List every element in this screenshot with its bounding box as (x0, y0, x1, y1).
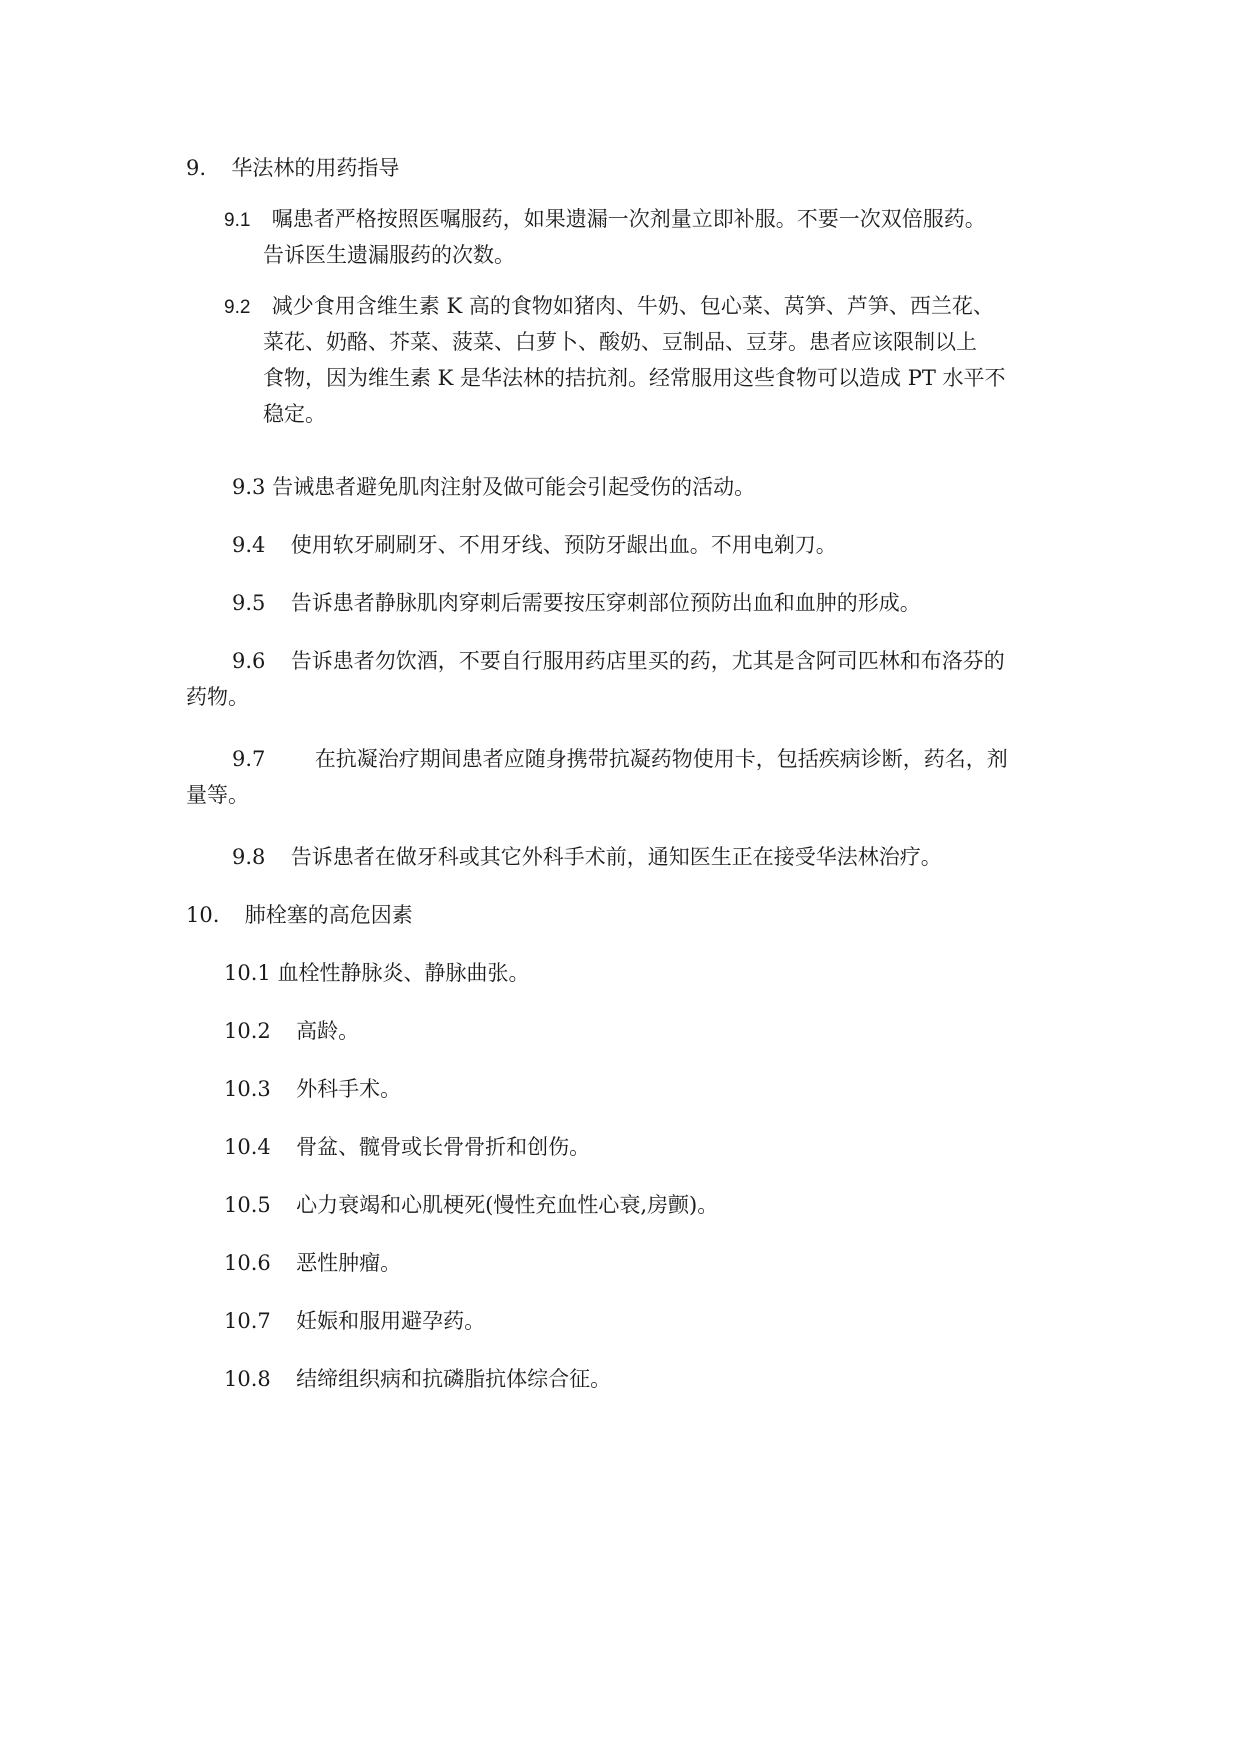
item-10-6 (224, 1245, 401, 1281)
item-9-2 (224, 288, 994, 326)
item-10-8-number: 10.8 (224, 1367, 271, 1391)
item-10-4 (224, 1129, 590, 1165)
item-9-1-line-1: 嘱患者严格按照医嘱服药，如果遗漏一次剂量立即补服。不要一次双倍服药。 (271, 207, 986, 231)
item-9-6 (232, 643, 1005, 679)
item-10-8 (224, 1361, 611, 1397)
item-9-2-line-3: 食物，因为维生素 K 是华法林的拮抗剂。经常服用这些食物可以造成 PT 水平不 (263, 366, 1006, 390)
section-9-heading (186, 150, 399, 186)
item-9-6-line-1: 告诉患者勿饮酒，不要自行服用药店里买的药，尤其是含阿司匹林和布洛芬的 (290, 649, 1005, 673)
item-9-6-line-2: 药物。 (186, 685, 249, 709)
item-9-8-text: 告诉患者在做牙科或其它外科手术前，通知医生正在接受华法林治疗。 (290, 845, 942, 869)
item-9-8-number: 9.8 (232, 845, 266, 869)
item-9-4 (232, 527, 837, 563)
item-10-5-text: 心力衰竭和心肌梗死(慢性充血性心衰,房颤)。 (296, 1193, 719, 1217)
item-9-7-line-1: 在抗凝治疗期间患者应随身携带抗凝药物使用卡，包括疾病诊断，药名，剂 (314, 747, 1008, 771)
item-10-5 (224, 1187, 718, 1223)
item-9-2-number: 9.2 (224, 297, 251, 318)
item-9-1-number: 9.1 (224, 210, 251, 231)
item-9-4-text: 使用软牙刷刷牙、不用牙线、预防牙龈出血。不用电剃刀。 (290, 533, 837, 557)
item-9-2-line-4: 稳定。 (263, 402, 326, 426)
item-9-3 (232, 469, 755, 505)
item-10-4-number: 10.4 (224, 1135, 271, 1159)
item-10-7-number: 10.7 (224, 1309, 271, 1333)
section-10-title: 肺栓塞的高危因素 (244, 903, 413, 927)
item-9-5-text: 告诉患者静脉肌肉穿刺后需要按压穿刺部位预防出血和血肿的形成。 (290, 591, 921, 615)
item-10-2-text: 高龄。 (296, 1019, 360, 1043)
item-9-2-line-2: 菜花、奶酪、芥菜、菠菜、白萝卜、酸奶、豆制品、豆芽。患者应该限制以上 (263, 330, 977, 354)
item-10-1 (224, 955, 529, 991)
item-10-7-text: 妊娠和服用避孕药。 (296, 1309, 486, 1333)
item-10-8-text: 结缔组织病和抗磷脂抗体综合征。 (296, 1367, 612, 1391)
item-9-1 (224, 201, 986, 239)
item-10-7 (224, 1303, 485, 1339)
item-9-3-number: 9.3 (232, 475, 266, 499)
item-9-5-number: 9.5 (232, 591, 266, 615)
item-10-3-text: 外科手术。 (296, 1077, 402, 1101)
item-10-1-number: 10.1 (224, 961, 271, 985)
item-9-5 (232, 585, 921, 621)
item-10-3 (224, 1071, 401, 1107)
item-9-2-line-1: 减少食用含维生素 K 高的食物如猪肉、牛奶、包心菜、莴笋、芦笋、西兰花、 (271, 294, 994, 318)
item-10-6-text: 恶性肿瘤。 (296, 1251, 402, 1275)
item-9-7 (232, 741, 1008, 777)
item-10-5-number: 10.5 (224, 1193, 271, 1217)
section-9-title: 华法林的用药指导 (231, 156, 400, 180)
item-10-3-number: 10.3 (224, 1077, 271, 1101)
item-10-4-text: 骨盆、髋骨或长骨骨折和创伤。 (296, 1135, 591, 1159)
section-10-heading (186, 897, 413, 933)
item-9-1-line-2: 告诉医生遗漏服药的次数。 (263, 243, 515, 267)
item-10-2 (224, 1013, 359, 1049)
item-9-7-line-2: 量等。 (186, 783, 249, 807)
item-9-6-number: 9.6 (232, 649, 266, 673)
item-10-1-text: 血栓性静脉炎、静脉曲张。 (277, 961, 530, 985)
item-9-4-number: 9.4 (232, 533, 266, 557)
item-9-7-number: 9.7 (232, 747, 266, 771)
item-10-2-number: 10.2 (224, 1019, 271, 1043)
item-10-6-number: 10.6 (224, 1251, 271, 1275)
item-9-3-text: 告诫患者避免肌肉注射及做可能会引起受伤的活动。 (272, 475, 756, 499)
section-9-number: 9. (186, 156, 207, 180)
section-10-number: 10. (186, 903, 220, 927)
item-9-8 (232, 839, 942, 875)
